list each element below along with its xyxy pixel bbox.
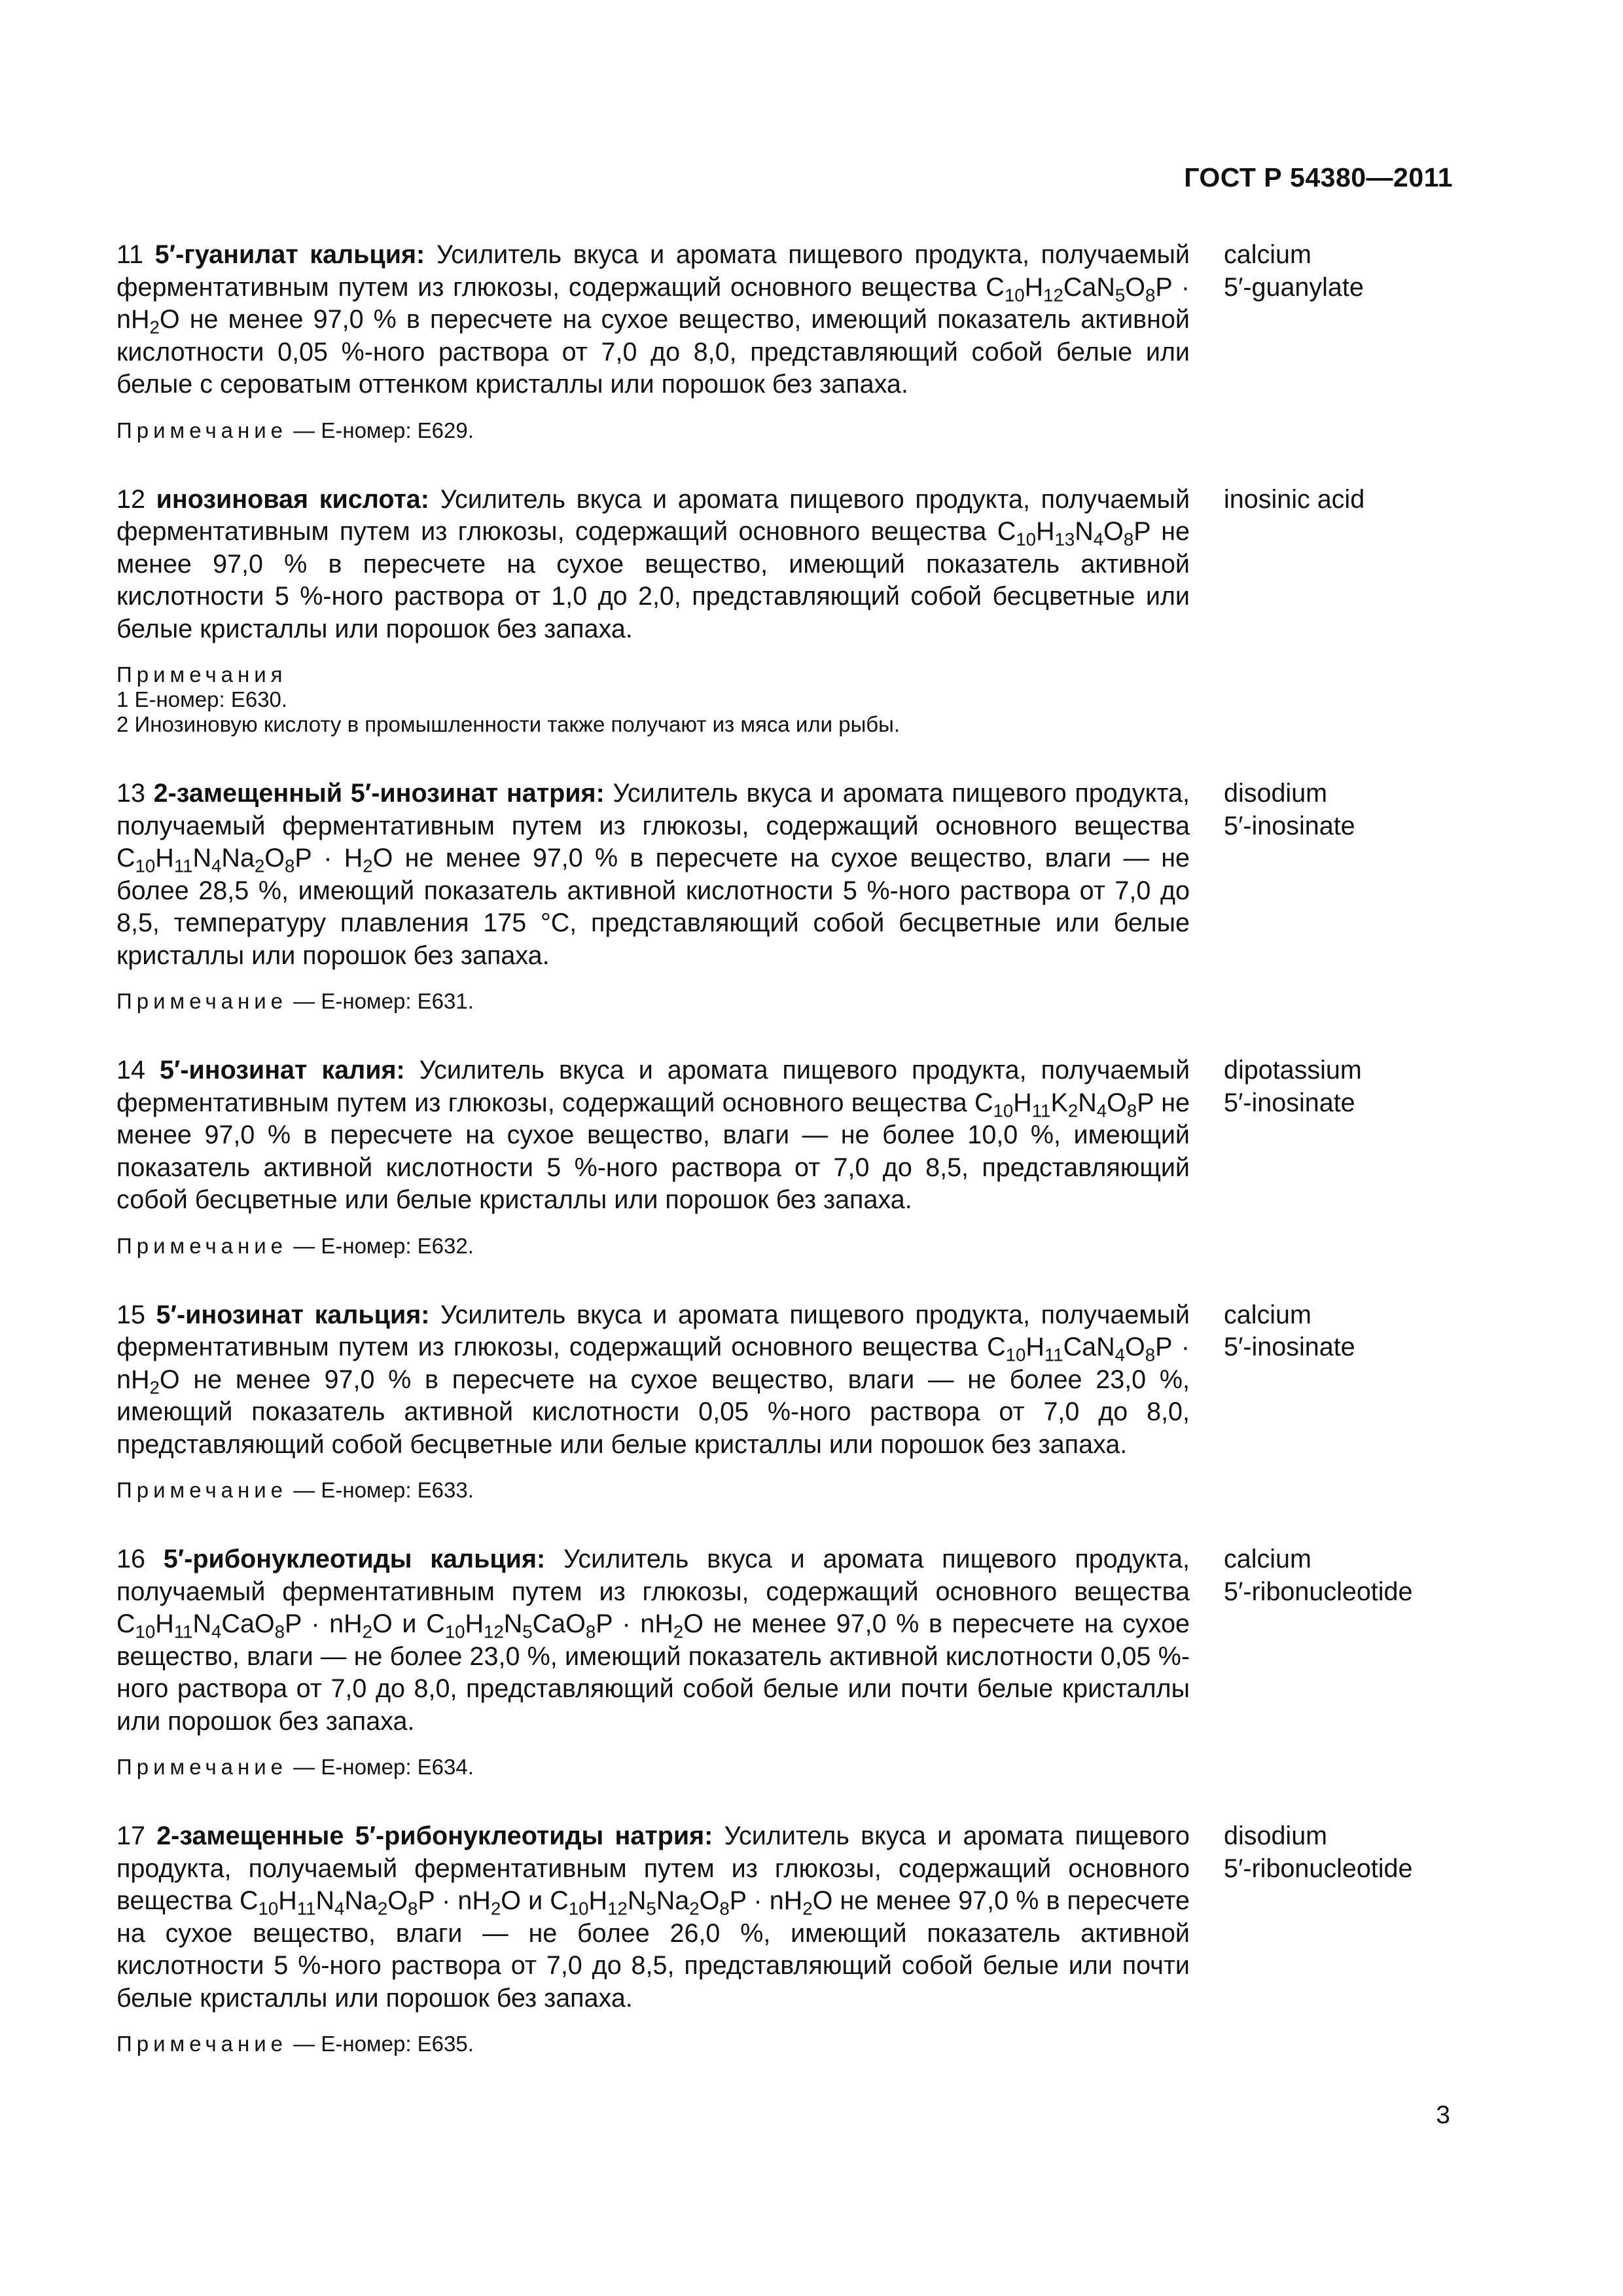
english-equivalent: disodium 5′-inosinate (1224, 779, 1355, 840)
english-equivalent: inosinic acid (1224, 484, 1365, 514)
formula-subscript: 4 (334, 1898, 345, 1919)
term-entry (116, 239, 1466, 443)
term-definition (116, 484, 1190, 646)
formula-subscript: 10 (993, 1100, 1014, 1121)
term-entry (116, 1543, 1466, 1780)
formula-subscript: 4 (1093, 529, 1104, 550)
formula-subscript: 5 (1115, 284, 1126, 305)
term-name: 5′-инозинат калия: (159, 1056, 405, 1085)
formula-subscript: 4 (211, 1621, 222, 1642)
formula-subscript: 2 (802, 1898, 813, 1919)
note-label: Примечание (116, 2032, 288, 2056)
formula-subscript: 10 (1016, 529, 1036, 550)
english-equivalent: calcium 5′-guanylate (1224, 240, 1364, 302)
formula-subscript: 11 (173, 1621, 193, 1642)
term-number: 16 (116, 1545, 145, 1573)
term-definition (116, 1054, 1190, 1217)
definition-text: Усилитель вкуса и аромата пищевого продукта, получаемый ферментативным путем из глюкозы, содержащий основного вещества $C_{10}H_{12}CaN_5O_8P \cdot nH_2O$ не менее 97,0 % в пересчете на сухое вещество, имеющий показатель активной кислотности 0,05 %-ного раствора от 7,0 до 8,0, представляющий собой белые или белые с сероватым оттенком кристаллы или порошок без запаха. (116, 240, 1190, 399)
formula-subscript: 8 (274, 1621, 285, 1642)
term-number: 14 (116, 1056, 145, 1085)
formula-subscript: 4 (1115, 1344, 1126, 1365)
term-entry (116, 1299, 1466, 1503)
formula-subscript: 2 (377, 1898, 388, 1919)
formula-subscript: 10 (258, 1898, 279, 1919)
note-text: — E-номер: E634. (287, 1755, 474, 1779)
term-entry (116, 778, 1466, 1014)
formula-subscript: 4 (211, 855, 222, 876)
formula-subscript: 13 (1054, 529, 1075, 550)
formula-subscript: 4 (1096, 1100, 1107, 1121)
term-name: 5′-гуанилат кальция: (154, 240, 425, 269)
note-label: Примечание (116, 1755, 288, 1779)
formula-subscript: 2 (363, 855, 373, 876)
formula-subscript: 8 (408, 1898, 418, 1919)
note-label: Примечание (116, 418, 288, 442)
formula-subscript: 10 (568, 1898, 589, 1919)
english-equivalent: dipotassium 5′-inosinate (1224, 1056, 1362, 1117)
document-body (116, 239, 1466, 2097)
english-equivalent: calcium 5′-ribonucleotide (1224, 1545, 1413, 1606)
formula-subscript: 10 (444, 1621, 465, 1642)
formula-subscript: 11 (296, 1898, 316, 1919)
note (116, 1755, 1466, 1780)
formula-subscript: 2 (362, 1621, 373, 1642)
term-definition (116, 239, 1190, 401)
note-label: Примечания (116, 662, 287, 687)
definition-text: Усилитель вкуса и аромата пищевого продукта, получаемый ферментативным путем из глюкозы, содержащий основного вещества $C_{10}H_{11}N_4CaO_8P \cdot nH_2O$ и $C_{10}H_{12}N_5CaO_8P \cdot nH_2O$ не менее 97,0 % в пересчете на сухое вещество, влаги — не более 23,0 %, имеющий показатель активной кислотности 0,05 %-ного раствора от 7,0 до 8,0, представляющий собой белые или почти белые кристаллы или порошок без запаха. (116, 1545, 1190, 1736)
formula-subscript: 12 (607, 1898, 628, 1919)
term-name: инозиновая кислота: (156, 484, 429, 514)
definition-text: Усилитель вкуса и аромата пищевого продукта, получаемый ферментативным путем из глюкозы, содержащий основного вещества $C_{10}H_{13}N_4O_8P$ не менее 97,0 % в пересчете на сухое вещество, имеющий показатель активной кислотности 5 %-ного раствора от 1,0 до 2,0, представляющий собой бесцветные или белые кристаллы или порошок без запаха. (116, 484, 1190, 643)
term-definition (116, 1543, 1190, 1738)
note-label: Примечание (116, 1478, 288, 1502)
formula-subscript: 8 (585, 1621, 596, 1642)
note-text: — E-номер: E631. (287, 989, 474, 1013)
term-number: 17 (116, 1821, 145, 1850)
formula-subscript: 5 (646, 1898, 656, 1919)
definition-text: Усилитель вкуса и аромата пищевого продукта, получаемый ферментативным путем из глюкозы, содержащий основного вещества $C_{10}H_{11}N_4Na_2O_8P \cdot nH_2O$ и $C_{10}H_{12}N_5Na_2O_8P \cdot nH_2O$ не менее 97,0 % в пересчете на сухое вещество, влаги — не более 26,0 %, имеющий показатель активной кислотности 5 %-ного раствора от 7,0 до 8,5, представляющий собой белые или почти белые кристаллы или порошок без запаха. (116, 1821, 1190, 2013)
term-entry (116, 484, 1466, 738)
term-number: 13 (116, 779, 145, 808)
formula-subscript: 10 (1004, 284, 1025, 305)
formula-subscript: 2 (490, 1898, 501, 1919)
document-code: ГОСТ Р 54380—2011 (1184, 162, 1453, 192)
note (116, 2032, 1466, 2056)
formula-subscript: 5 (522, 1621, 533, 1642)
formula-subscript: 2 (689, 1898, 700, 1919)
formula-subscript: 2 (149, 1376, 160, 1397)
formula-subscript: 11 (1044, 1344, 1063, 1365)
note-item: 2 Инозиновую кислоту в промышленности также получают из мяса или рыбы. (116, 712, 901, 736)
formula-subscript: 10 (135, 855, 156, 876)
page-number: 3 (1436, 2101, 1450, 2129)
formula-subscript: 11 (173, 855, 193, 876)
note-text: — E-номер: E629. (287, 418, 474, 442)
english-equivalent: disodium 5′-ribonucleotide (1224, 1821, 1413, 1883)
note-label: Примечание (116, 989, 288, 1013)
formula-subscript: 8 (1126, 1100, 1137, 1121)
term-name: 5′-инозинат кальция: (156, 1300, 430, 1329)
note-item: 1 E-номер: E630. (116, 687, 288, 711)
formula-subscript: 8 (1145, 1344, 1156, 1365)
formula-subscript: 10 (1005, 1344, 1026, 1365)
term-number: 12 (116, 484, 145, 514)
definition-text: Усилитель вкуса и аромата пищевого продукта, получаемый ферментативным путем из глюкозы, содержащий основного вещества $C_{10}H_{11}K_2N_4O_8P$ не менее 97,0 % в пересчете на сухое вещество, влаги — не более 10,0 %, имеющий показатель активной кислотности 5 %-ного раствора от 7,0 до 8,5, представляющий собой бесцветные или белые кристаллы или порошок без запаха. (116, 1056, 1190, 1214)
formula-subscript: 2 (254, 855, 265, 876)
term-entry (116, 1054, 1466, 1259)
term-number: 11 (116, 240, 144, 269)
formula-subscript: 2 (673, 1621, 684, 1642)
term-number: 15 (116, 1300, 145, 1329)
note (116, 418, 1466, 443)
formula-subscript: 12 (483, 1621, 504, 1642)
note (116, 662, 1466, 737)
formula-subscript: 2 (1067, 1100, 1079, 1121)
note (116, 1478, 1466, 1503)
term-name: 2-замещенный 5′-инозинат натрия: (153, 779, 605, 808)
english-equivalent: calcium 5′-inosinate (1224, 1300, 1355, 1361)
term-name: 2-замещенные 5′-рибонуклеотиды натрия: (156, 1821, 713, 1850)
note (116, 1234, 1466, 1259)
formula-subscript: 8 (1145, 284, 1156, 305)
definition-text: Усилитель вкуса и аромата пищевого продукта, получаемый ферментативным путем из глюкозы, содержащий основного вещества $C_{10}H_{11}CaN_4O_8P \cdot nH_2O$ не менее 97,0 % в пересчете на сухое вещество, влаги — не более 23,0 %, имеющий показатель активной кислотности 0,05 %-ного раствора от 7,0 до 8,0, представляющий собой бесцветные или белые кристаллы или порошок без запаха. (116, 1300, 1190, 1459)
formula-subscript: 8 (719, 1898, 730, 1919)
formula-subscript: 2 (149, 317, 160, 338)
term-definition (116, 778, 1190, 972)
note-text: — E-номер: E633. (287, 1478, 474, 1502)
note-text: — E-номер: E632. (287, 1233, 474, 1258)
note-text: — E-номер: E635. (287, 2032, 474, 2056)
term-name: 5′-рибонуклеотиды кальция: (163, 1545, 546, 1573)
term-definition (116, 1299, 1190, 1462)
definition-text: Усилитель вкуса и аромата пищевого продукта, получаемый ферментативным путем из глюкозы, содержащий основного вещества $C_{10}H_{11}N_4Na_2O_8P \cdot H_2O$ не менее 97,0 % в пересчете на сухое вещество, влаги — не более 28,5 %, имеющий показатель активной кислотности 5 %-ного раствора от 7,0 до 8,5, температуру плавления 175 °C, представляющий собой бесцветные или белые кристаллы или порошок без запаха. (116, 779, 1190, 970)
formula-subscript: 10 (135, 1621, 156, 1642)
note-label: Примечание (116, 1233, 288, 1258)
formula-subscript: 12 (1043, 284, 1063, 305)
term-entry (116, 1820, 1466, 2056)
formula-subscript: 8 (1123, 529, 1134, 550)
formula-subscript: 8 (285, 855, 295, 876)
formula-subscript: 11 (1031, 1100, 1051, 1121)
note (116, 989, 1466, 1014)
term-definition (116, 1820, 1190, 2015)
